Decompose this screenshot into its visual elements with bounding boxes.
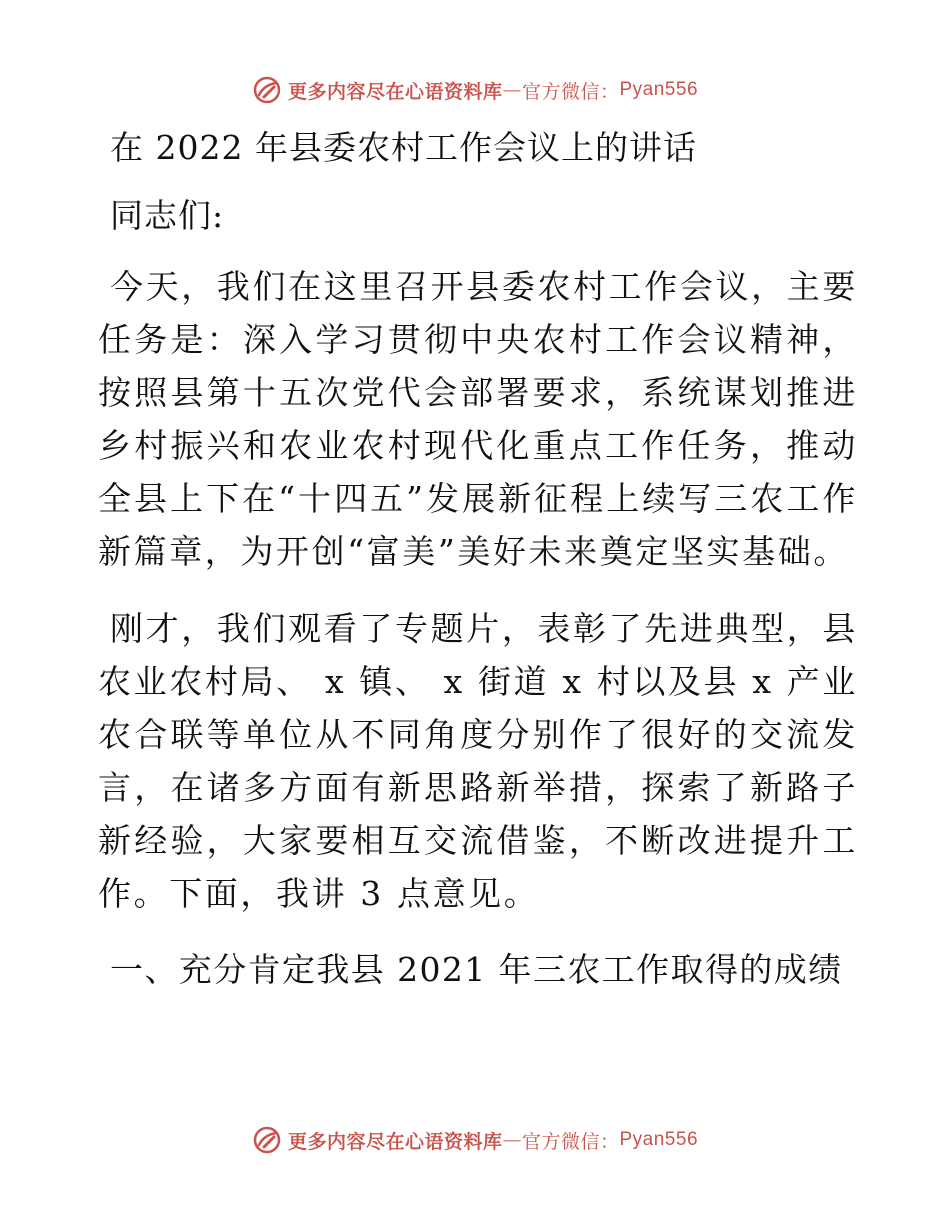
banner-label: 官方微信：	[521, 1130, 620, 1153]
banner-wechat-id: Pyan556	[619, 79, 699, 100]
document-greeting: 同志们:	[110, 196, 225, 235]
banner-label: 官方微信：	[521, 80, 620, 103]
pen-swirl-logo-icon	[252, 1125, 282, 1155]
document-body	[98, 122, 858, 996]
banner-wechat-id: Pyan556	[619, 1129, 699, 1150]
section-heading: 一、充分肯定我县 2021 年三农工作取得的成绩	[110, 950, 843, 989]
banner-separator: —	[502, 79, 522, 101]
pen-swirl-logo-icon	[252, 75, 282, 105]
header-banner	[0, 70, 950, 110]
banner-separator: —	[502, 1129, 522, 1151]
footer-banner	[0, 1120, 950, 1160]
document-title: 在 2022 年县委农村工作会议上的讲话	[110, 128, 697, 167]
paragraph-2: 刚才，我们观看了专题片，表彰了先进典型，县农业农村局、 x 镇、 x 街道 x 村以及县 x 产业农合联等单位从不同角度分别作了很好的交流发言，在诸多方面有新思路新举措，探索了新路子新经验，大家要相互交流借鉴，不断改进提升工作。下面，我讲 3 点意见。	[98, 609, 858, 913]
banner-brand: 更多内容尽在心语资料库	[287, 80, 503, 103]
paragraph-1: 今天，我们在这里召开县委农村工作会议，主要任务是：深入学习贯彻中央农村工作会议精神，按照县第十五次党代会部署要求，系统谋划推进乡村振兴和农业农村现代化重点工作任务，推动全县上下在“十四五”发展新征程上续写三农工作新篇章，为开创“富美”美好未来奠定坚实基础。	[98, 267, 858, 571]
banner-brand: 更多内容尽在心语资料库	[287, 1130, 503, 1153]
